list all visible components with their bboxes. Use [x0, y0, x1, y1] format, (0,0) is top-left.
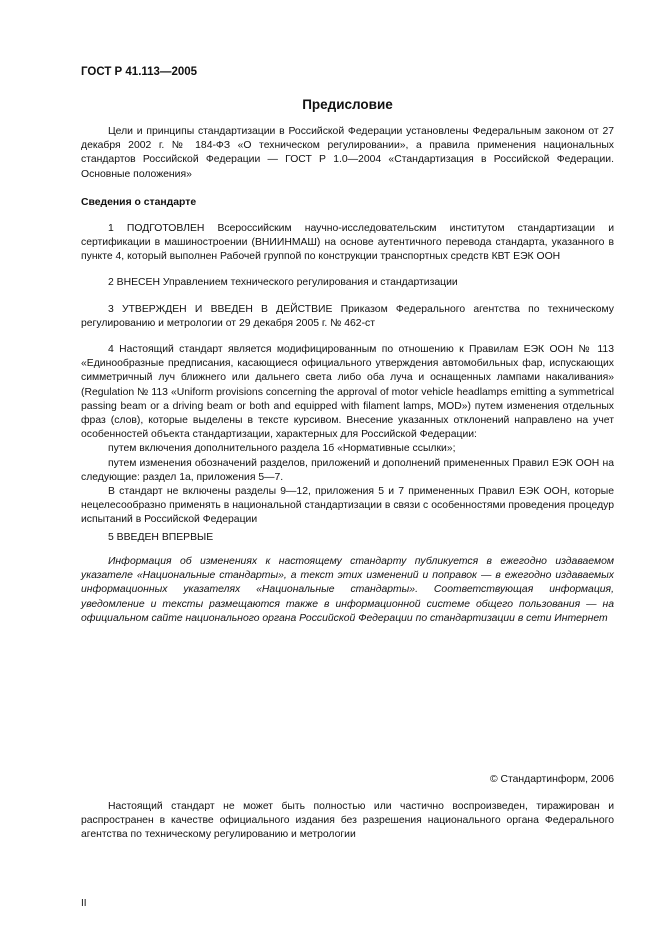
page-title: Предисловие: [302, 97, 393, 112]
copyright-line: © Стандартинформ, 2006: [489, 774, 614, 785]
intro-paragraph: Цели и принципы стандартизации в Российской Федерации установлены Федеральным законом от 27 декабря 2002 г. № 184-ФЗ «О техническом регулировании», а правила применения национальных стандартов Российской Федерации — ГОСТ Р 1.0—2004 «Стандартизация в Российской Федерации. Основные положения»: [81, 126, 614, 180]
info-heading: Сведения о стандарте: [81, 197, 197, 208]
item-2-paragraph: 2 ВНЕСЕН Управлением технического регулирования и стандартизации: [108, 277, 458, 288]
page-number: II: [81, 898, 87, 909]
item-5-paragraph: 5 ВВЕДЕН ВПЕРВЫЕ: [108, 532, 214, 543]
item-4a-paragraph: путем включения дополнительного раздела 1б «Нормативные ссылки»;: [108, 443, 456, 455]
item-3-paragraph: 3 УТВЕРЖДЕН И ВВЕДЕН В ДЕЙСТВИЕ Приказом Федерального агентства по техническому регулированию и метрологии от 29 декабря 2005 г. № 462-ст: [81, 304, 614, 330]
legal-paragraph: Настоящий стандарт не может быть полностью или частично воспроизведен, тиражирован и распространен в качестве официального издания без разрешения национального органа Федерального агентства по техническому регулированию и метрологии: [81, 801, 614, 841]
item-4-section: [81, 343, 614, 528]
item-4-paragraph: 4 Настоящий стандарт является модифицированным по отношению к Правилам ЕЭК ООН № 113 «Единообразные предписания, касающиеся официального утверждения автомобильных фар, испускающих симметричный луч ближнего или дальнего света либо оба луча и оснащенных лампами накаливания» (Regulation № 113 «Uniform provisions concerning the approval of motor vehicle headlamps emitting a symmetrical passing beam or a driving beam or both and equipped with filament lamps, MOD») путем изменения отдельных фраз (слов), которые выделены в тексте курсивом. Внесение указанных отклонений направлено на учет особенностей объекта стандартизации, характерных для Российской Федерации:: [81, 344, 614, 441]
item-4b-paragraph: путем изменения обозначений разделов, приложений и дополнений примененных Правил ЕЭК ООН на следующие: раздел 1а, приложения 5—7.: [81, 457, 614, 483]
notice-paragraph: Информация об изменениях к настоящему стандарту публикуется в ежегодно издаваемом указателе «Национальные стандарты», а текст этих изменений и поправок — в ежегодно издаваемых информационных указателях «Национальные стандарты». Соответствующая информация, уведомление и тексты размещаются также в информационной системе общего пользования — на официальном сайте национального органа Российской Федерации по стандартизации в сети Интернет: [81, 556, 614, 624]
document-header: ГОСТ Р 41.113—2005: [81, 66, 198, 78]
item-4c-paragraph: В стандарт не включены разделы 9—12, приложения 5 и 7 примененных Правил ЕЭК ООН, которые нецелесообразно применять в национальной стандартизации в связи с особенностями проведения процедур испытаний в Российской Федерации: [81, 486, 614, 526]
item-1-paragraph: 1 ПОДГОТОВЛЕН Всероссийским научно-исследовательским институтом стандартизации и сертификации в машиностроении (ВНИИНМАШ) на основе аутентичного перевода стандарта, указанного в пункте 4, который выполнен Рабочей группой по конструкции транспортных средств КВТ ЕЭК ООН: [81, 223, 614, 263]
